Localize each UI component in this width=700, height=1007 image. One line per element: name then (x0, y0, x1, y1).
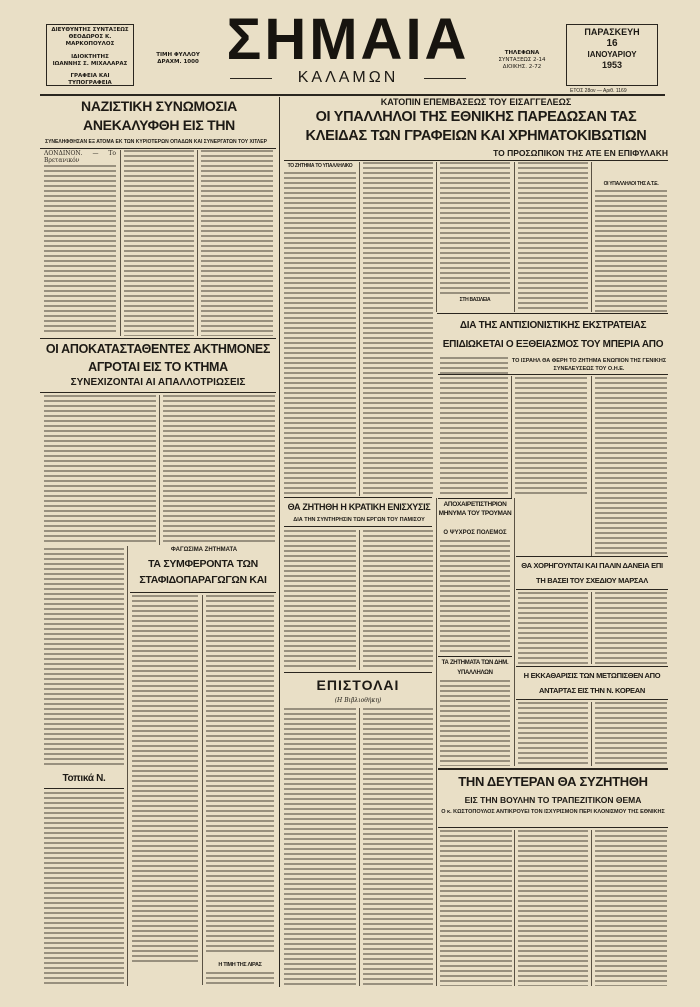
bank-col3 (595, 830, 667, 986)
support-top-rule (284, 497, 432, 498)
farmers-body-col1 (44, 395, 156, 543)
employees-bottom-rule (437, 313, 668, 314)
employees-subhead: ΤΟ ΠΡΟΣΩΠΙΚΟΝ ΤΗΣ ΑΤΕ ΕΝ ΕΠΙΦΥΛΑΚΗ (493, 148, 668, 158)
support-divider (359, 530, 360, 670)
employees-divider-3 (514, 162, 515, 312)
price-box (150, 52, 206, 72)
employees-rule (284, 160, 668, 161)
phone-admin: ΔΙΟΙΚΗΣ. 2-72 (502, 63, 542, 70)
antizionist-divider-1 (511, 376, 512, 498)
letters-col1 (284, 708, 356, 986)
antizionist-col1 (440, 357, 508, 497)
nazi-col-divider-2 (197, 150, 198, 336)
nazi-headline: ΝΑΖΙΣΤΙΚΗ ΣΥΝΩΜΟΣΙΑ ΑΝΕΚΑΛΥΦΘΗ ΕΙΣ ΤΗΝ (81, 98, 237, 133)
employees-col-b (363, 162, 433, 496)
raisins-body-col1 (132, 595, 198, 963)
municipal-body (440, 680, 510, 766)
issue-number: ΕΤΟΣ 28ον — Αριθ. 1169 (570, 88, 627, 94)
farmers-col-divider (159, 395, 160, 545)
support-bottom-rule (284, 672, 432, 673)
date-number: 16 (606, 38, 618, 49)
letters-headline: ΕΠΙΣΤΟΛΑΙ (316, 677, 400, 693)
farmers-headline: ΟΙ ΑΠΟΚΑΤΑΣΤΑΘΕΝΤΕΣ ΑΚΤΗΜΟΝΕΣ ΑΓΡΟΤΑΙ ΕΙΣ ΤΟ ΚΤΗΜΑ (45, 342, 271, 374)
marshall-rule (516, 589, 668, 590)
employees-col-b-head: ΣΤΗ ΒΑΣΙΛΕΙΑ (459, 297, 491, 303)
raisins-kicker: ΦΑΓΩΣΙΜΑ ΖΗΤΗΜΑΤΑ (170, 547, 238, 553)
lira-headline: Η ΤΙΜΗ ΤΗΣ ΛΙΡΑΣ (218, 962, 262, 968)
employees-col-d (518, 162, 588, 312)
date-year: 1953 (601, 60, 623, 70)
korea-rule (516, 699, 668, 700)
main-divider-left (279, 97, 280, 987)
employees-col-a-head: ΤΟ ΖΗΤΗΜΑ ΤΟ ΥΠΑΛΛΗΛΙΚΟ (287, 163, 353, 169)
marshall-col2 (595, 592, 667, 664)
nazi-body-col2 (124, 150, 194, 336)
nazi-subhead: ΣΥΝΕΛΗΦΘΗΣΑΝ ΕΞ ΑΤΟΜΑ ΕΚ ΤΩΝ ΚΥΡΙΟΤΕΡΩΝ ΟΠΑΔΩΝ ΚΑΙ ΣΥΝΕΡΓΑΤΩΝ ΤΟΥ ΧΙΤΛΕΡ (45, 139, 267, 145)
letters-divider (359, 708, 360, 986)
raisins-col-divider (202, 595, 203, 985)
left-col-divider (127, 546, 128, 986)
masthead-title: ΣΗΜΑΙΑ (226, 8, 470, 72)
masthead-subtitle: ΚΑΛΑΜΩΝ (297, 69, 399, 86)
support-subhead: ΔΙΑ ΤΗΝ ΣΥΝΤΗΡΗΣΙΝ ΤΩΝ ΕΡΓΩΝ ΤΟΥ ΠΑΜΙΣΟΥ (293, 517, 425, 523)
korea-top-rule (516, 666, 668, 667)
letters-col2 (363, 708, 433, 986)
truman-divider (436, 498, 437, 766)
support-rule (284, 526, 432, 527)
support-headline: ΘΑ ΖΗΤΗΘΗ Η ΚΡΑΤΙΚΗ ΕΝΙΣΧΥΣΙΣ (287, 502, 431, 512)
employees-divider-4 (591, 162, 592, 312)
bank-divider-2 (591, 830, 592, 986)
farmers-body-col2 (163, 395, 275, 545)
main-divider-right (436, 766, 437, 986)
letters-subhead: (Η Βιβλιοθήκη) (334, 697, 382, 704)
owner-name: ΙΩΑΝΝΗΣ Σ. ΜΙΧΑΛΑΡΑΣ (52, 60, 128, 67)
lira-body (206, 972, 274, 986)
nazi-body-col3 (201, 150, 273, 336)
masthead-left-box (46, 24, 134, 86)
subtitle-rule-right (424, 78, 466, 79)
farmers-subhead-rule (40, 392, 276, 393)
offices-label: ΓΡΑΦΕΙΑ ΚΑΙ ΤΥΠΟΓΡΑΦΕΙΑ (68, 73, 112, 86)
employees-divider-2 (436, 162, 437, 312)
truman-body (440, 540, 510, 654)
employees-divider-1 (359, 162, 360, 496)
bank-subhead: ΕΙΣ ΤΗΝ ΒΟΥΛΗΝ ΤΟ ΤΡΑΠΕΖΙΤΙΚΟΝ ΘΕΜΑ (464, 795, 642, 805)
bank-col1 (440, 830, 512, 986)
raisins-headline: ΤΑ ΣΥΜΦΕΡΟΝΤΑ ΤΩΝ ΣΤΑΦΙΔΟΠΑΡΑΓΩΓΩΝ ΚΑΙ (139, 558, 267, 586)
phone-editorial: ΣΥΝΤΑΞΕΩΣ 2-14 (498, 56, 546, 63)
antizionist-divider-2 (591, 376, 592, 556)
bank-headline: ΤΗΝ ΔΕΥΤΕΡΑΝ ΘΑ ΣΥΖΗΤΗΘΗ (458, 774, 648, 789)
korea-col1 (518, 702, 588, 766)
marshall-top-rule (516, 556, 668, 557)
editor-label: ΔΙΕΥΘΥΝΤΗΣ ΣΥΝΤΑΞΕΩΣ (51, 27, 129, 33)
marshall-col1 (518, 592, 588, 664)
nazi-body-col1 (44, 165, 116, 335)
truman-divider-right (514, 498, 515, 766)
topics-headline: Τοπικά Ν. (62, 773, 106, 784)
employees-kicker: ΚΑΤΟΠΙΝ ΕΠΕΜΒΑΣΕΩΣ ΤΟΥ ΕΙΣΑΓΓΕΛΕΩΣ (380, 97, 572, 107)
editor-name: ΘΕΟΔΩΡΟΣ Κ. ΜΑΡΚΟΠΟΥΛΟΣ (65, 33, 115, 47)
topics-rule (44, 788, 124, 789)
antizionist-subhead: ΤΟ ΙΣΡΑΗΛ ΘΑ ΦΕΡΗ ΤΟ ΖΗΤΗΜΑ ΕΝΩΠΙΟΝ ΤΗΣ ΓΕΝΙΚΗΣ ΣΥΝΕΛΕΥΣΕΩΣ ΤΟΥ Ο.Η.Ε. (511, 358, 667, 372)
phones-box (490, 50, 554, 76)
municipal-top-rule (438, 656, 512, 657)
date-box (566, 24, 658, 86)
employees-col-e (595, 190, 667, 312)
raisins-rule (130, 592, 276, 593)
bank-col2 (518, 830, 588, 986)
date-month: ΙΑΝΟΥΑΡΙΟΥ (587, 50, 637, 59)
left-col-body (44, 548, 124, 768)
topics-body (44, 792, 124, 986)
truman-subhead: Ο ΨΥΧΡΟΣ ΠΟΛΕΜΟΣ (443, 530, 507, 536)
municipal-headline: ΤΑ ΖΗΤΗΜΑΤΑ ΤΩΝ ΔΗΜ. ΥΠΑΛΛΗΛΩΝ (441, 660, 509, 676)
date-day: ΠΑΡΑΣΚΕΥΗ (584, 27, 640, 37)
truman-headline: ΑΠΟΧΑΙΡΕΤΙΣΤΗΡΙΟΝ ΜΗΝΥΜΑ ΤΟΥ ΤΡΟΥΜΑΝ (438, 501, 512, 517)
employees-col-c (440, 162, 510, 294)
marshall-divider (591, 592, 592, 664)
price-label: ΤΙΜΗ ΦΥΛΛΟΥ (156, 52, 200, 58)
nazi-subhead-rule (40, 148, 276, 149)
korea-divider (591, 702, 592, 766)
employees-col-a (284, 172, 356, 494)
support-col2 (363, 530, 433, 670)
antizionist-col3 (595, 377, 667, 555)
bank-rule (438, 827, 668, 828)
phones-label: ΤΗΛΕΦΩΝΑ (504, 50, 540, 56)
korea-col2 (595, 702, 667, 766)
bank-sub2: Ο κ. ΚΩΣΤΟΠΟΥΛΟΣ ΑΝΤΙΚΡΟΥΕΙ ΤΟΝ ΙΣΧΥΡΙΣΜΟΝ ΠΕΡΙ ΚΛΟΝΙΣΜΟΥ ΤΗΣ ΕΘΝΙΚΗΣ (441, 809, 665, 815)
antizionist-headline: ΔΙΑ ΤΗΣ ΑΝΤΙΣΙΟΝΙΣΤΙΚΗΣ ΕΚΣΤΡΑΤΕΙΑΣ ΕΠΙΔΙΩΚΕΤΑΙ Ο ΕΞΘΕΙΑΣΜΟΣ ΤΟΥ ΜΠΕΡΙΑ ΑΠΟ (442, 320, 664, 350)
nazi-body-start: ΛΟΝΔΙΝΟΝ. — Το Βρετανικόν (44, 150, 116, 164)
employees-col-c-head: ΟΙ ΥΠΑΛΛΗΛΟΙ ΤΗΣ Α.Τ.Ε. (603, 181, 659, 187)
nazi-col-divider-1 (120, 150, 121, 336)
price-value: ΔΡΑΧΜ. 1000 (157, 58, 199, 65)
subtitle-rule-left (230, 78, 272, 79)
bank-top-rule (438, 768, 668, 770)
truman-top-rule (438, 498, 512, 499)
bank-divider-1 (514, 830, 515, 986)
support-col1 (284, 530, 356, 670)
antizionist-col2 (515, 377, 587, 497)
owner-label: ΙΔΙΟΚΤΗΤΗΣ (71, 53, 109, 60)
farmers-subhead: ΣΥΝΕΧΙΖΟΝΤΑΙ ΑΙ ΑΠΑΛΛΟΤΡΙΩΣΕΙΣ (70, 377, 246, 388)
nazi-bottom-rule (40, 338, 276, 339)
raisins-body-col2 (206, 595, 274, 955)
korea-headline: Η ΕΚΚΑΘΑΡΙΣΙΣ ΤΩΝ ΜΕΤΩΠΙΣΘΕΝ ΑΠΟ ΑΝΤΑΡΤΑΣ ΕΙΣ ΤΗΝ Ν. ΚΟΡΕΑΝ (523, 671, 661, 695)
marshall-headline: ΘΑ ΧΟΡΗΓΟΥΝΤΑΙ ΚΑΙ ΠΑΛΙΝ ΔΑΝΕΙΑ ΕΠΙ ΤΗ ΒΑΣΕΙ ΤΟΥ ΣΧΕΔΙΟΥ ΜΑΡΣΑΛ (521, 561, 663, 585)
employees-headline: ΟΙ ΥΠΑΛΛΗΛΟΙ ΤΗΣ ΕΘΝΙΚΗΣ ΠΑΡΕΔΩΣΑΝ ΤΑΣ ΚΛΕΙΔΑΣ ΤΩΝ ΓΡΑΦΕΙΩΝ ΚΑΙ ΧΡΗΜΑΤΟΚΙΒΩΤΙΩΝ (305, 109, 647, 144)
